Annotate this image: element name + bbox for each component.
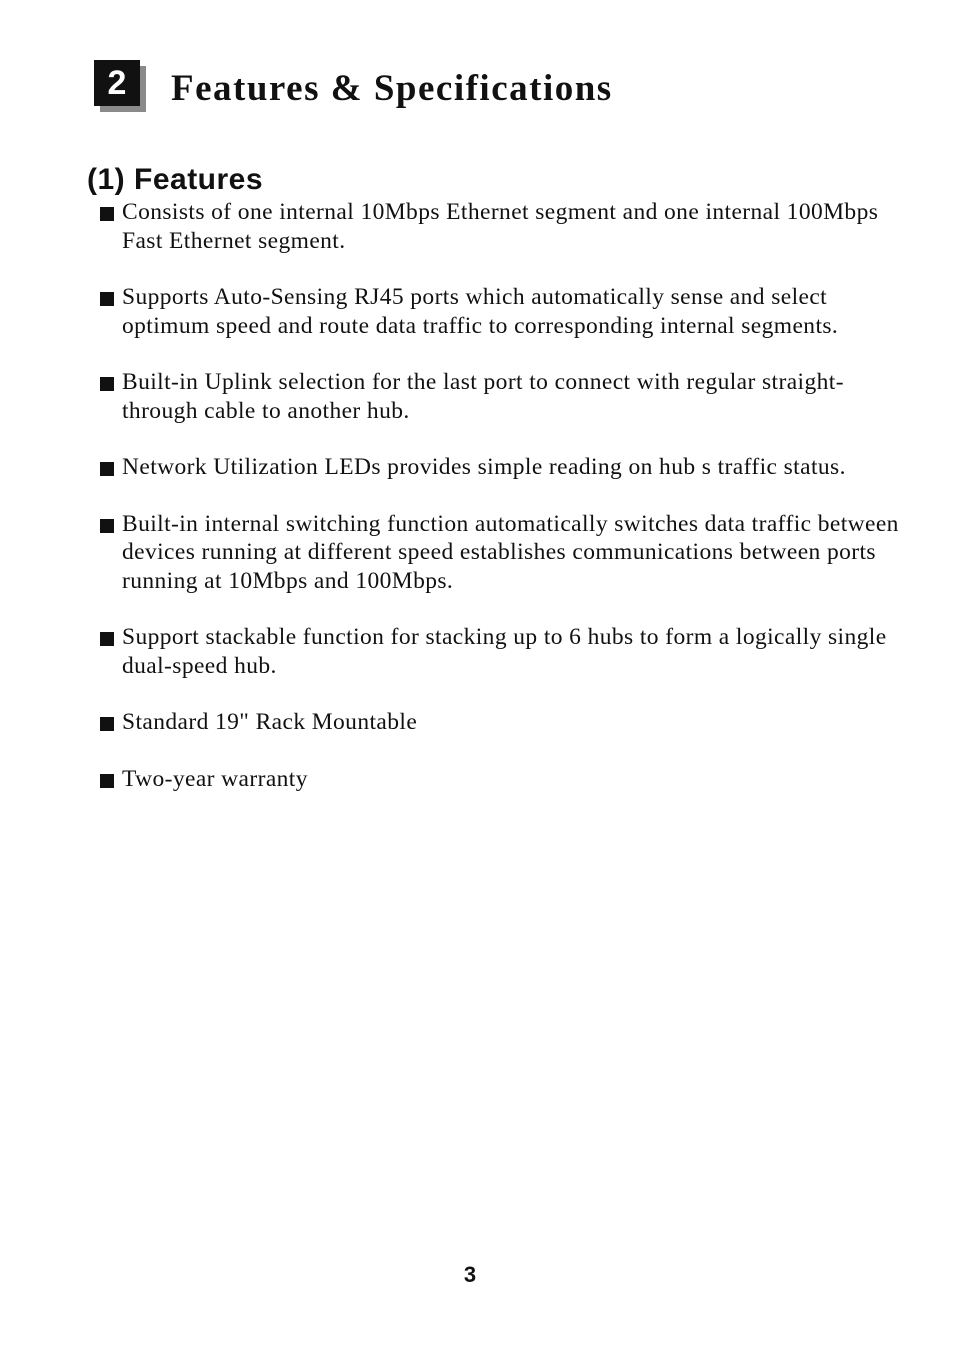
feature-text: Supports Auto-Sensing RJ45 ports which automatically sense and select optimum speed and route data traffic to corresponding internal segments. <box>122 284 839 339</box>
feature-text: Built-in Uplink selection for the last port to connect with regular straight-through cable to another hub. <box>122 369 844 424</box>
chapter-title: Features & Specifications <box>171 68 613 109</box>
square-bullet-icon <box>100 774 114 788</box>
feature-text: Network Utilization LEDs provides simple reading on hub s traffic status. <box>122 454 846 480</box>
feature-item <box>100 765 910 794</box>
square-bullet-icon <box>100 632 114 646</box>
section-heading: (1) Features <box>87 163 264 196</box>
feature-item <box>100 623 910 680</box>
feature-text: Consists of one internal 10Mbps Ethernet segment and one internal 100Mbps Fast Ethernet segment. <box>122 199 879 254</box>
feature-item <box>100 510 910 596</box>
page-number: 3 <box>463 1262 477 1287</box>
square-bullet-icon <box>100 519 114 533</box>
square-bullet-icon <box>100 207 114 221</box>
feature-list <box>100 198 910 821</box>
feature-text: Built-in internal switching function automatically switches data traffic between devices running at different speed establishes communications between ports running at 10Mbps and 100Mbps. <box>122 510 899 594</box>
square-bullet-icon <box>100 717 114 731</box>
feature-item <box>100 283 910 340</box>
feature-text: Two-year warranty <box>122 765 308 792</box>
chapter-header <box>94 58 794 118</box>
chapter-number-badge: 2 <box>94 60 140 106</box>
feature-text: Standard 19" Rack Mountable <box>122 709 418 735</box>
feature-item <box>100 198 910 255</box>
square-bullet-icon <box>100 462 114 476</box>
square-bullet-icon <box>100 377 114 391</box>
feature-item <box>100 708 910 737</box>
feature-item <box>100 368 910 425</box>
feature-text: Support stackable function for stacking up to 6 hubs to form a logically single dual-speed hub. <box>122 624 887 679</box>
feature-item <box>100 453 910 482</box>
square-bullet-icon <box>100 292 114 306</box>
